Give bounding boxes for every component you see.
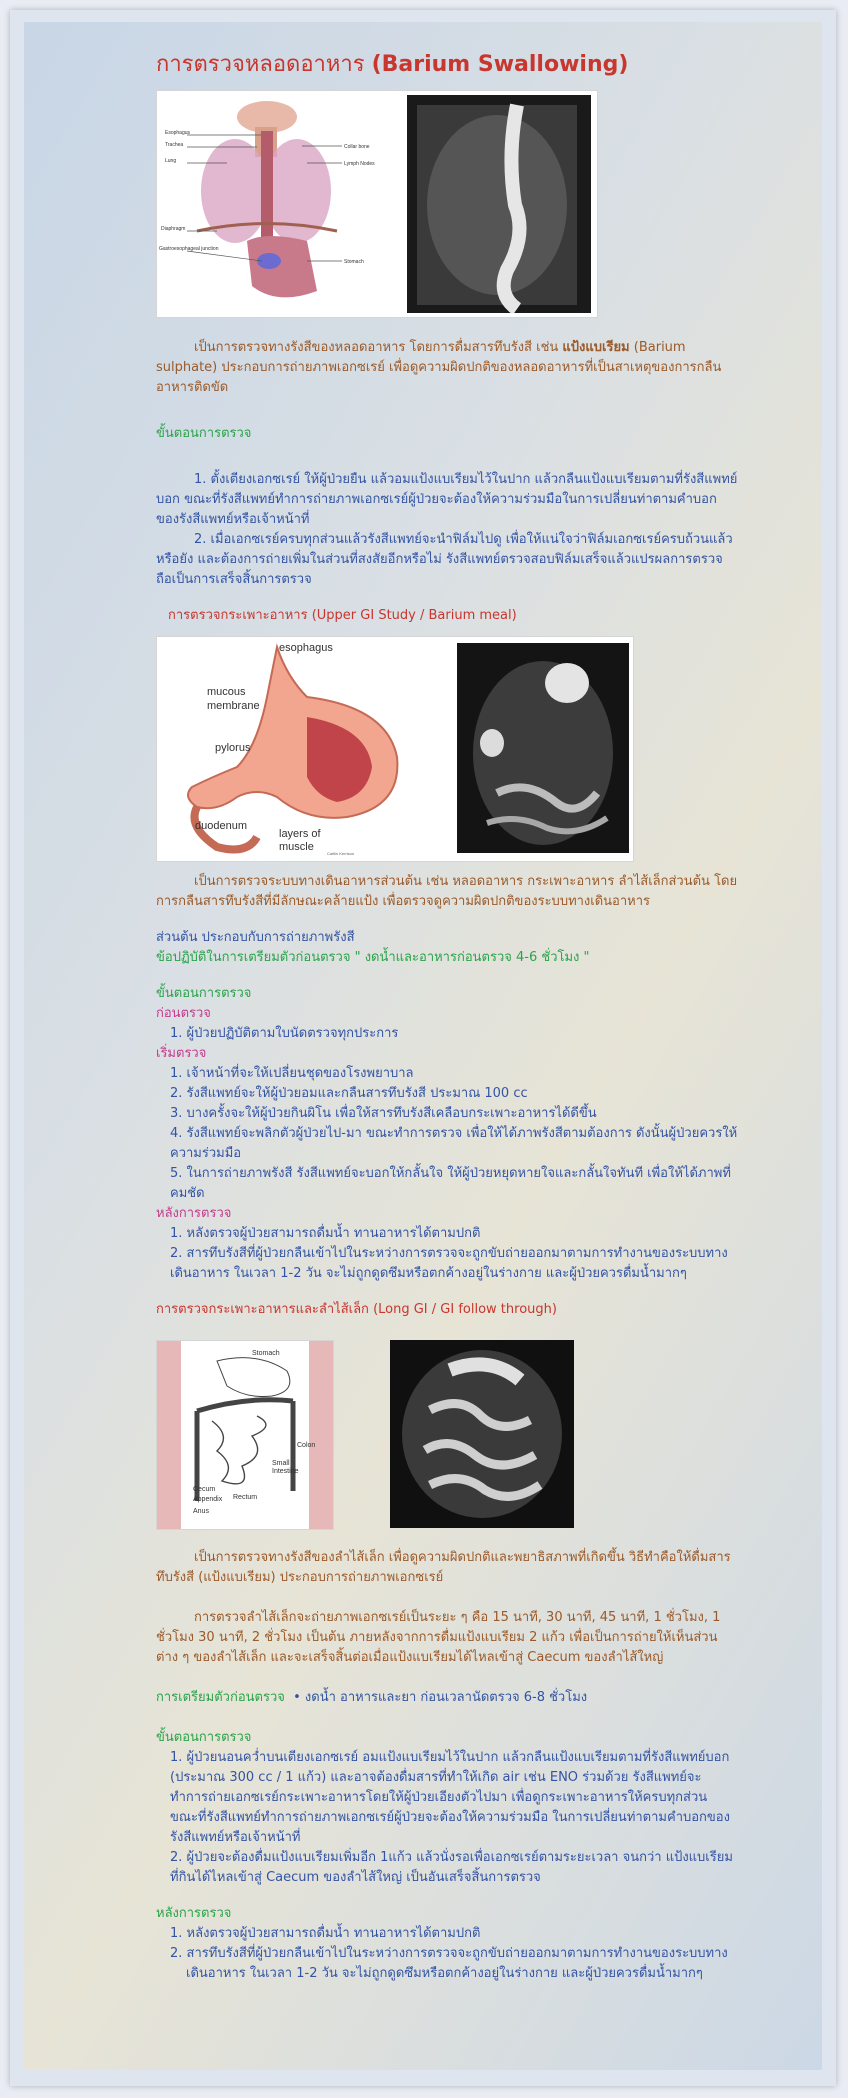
label-colon: Colon <box>297 1442 316 1449</box>
label-anus: Anus <box>193 1508 209 1515</box>
upper-gi-start-item: 5. ในการถ่ายภาพรังสี รังสีแพทย์จะบอกให้กลั้นใจ ให้ผู้ป่วยหยุดหายใจและกลั้นใจทันที เพื่อให้ได้ภาพที่คมชัด <box>170 1166 731 1201</box>
long-gi-heading: การตรวจกระเพาะอาหารและลำไส้เล็ก (Long GI / GI follow through) <box>156 1302 557 1317</box>
label-ge-junction: Gastroesophageal junction <box>159 246 219 252</box>
long-gi-after-item: 1. หลังตรวจผู้ป่วยสามารถดื่มน้ำ ทานอาหารได้ตามปกติ <box>170 1926 481 1941</box>
label-cecum: Cecum <box>193 1486 216 1493</box>
upper-gi-before-item: 1. ผู้ป่วยปฏิบัติตามใบนัดตรวจทุกประการ <box>170 1026 399 1041</box>
long-gi-intro: เป็นการตรวจทางรังสีของลำไส้เล็ก เพื่อดูความผิดปกติและพยาธิสภาพที่เกิดขึ้น วิธีทำคือให้ดื่มสารทึบรังสี (แป้งแบเรียม) ประกอบการถ่ายภาพเอกซเรย์ <box>156 1550 731 1585</box>
long-gi-after-item: 2. สารทึบรังสีที่ผู้ป่วยกลืนเข้าไปในระหว่างการตรวจจะถูกขับถ่ายออกมาตามการทำงานของระบบทางเดินอาหาร ในเวลา 1-2 วัน จะไม่ถูกดูดซึมหรือตกค้างอยู่ในร่างกาย และผู้ป่วยควรดื่มน้ำมากๆ <box>170 1946 728 1981</box>
upper-gi-after-item: 2. สารทึบรังสีที่ผู้ป่วยกลืนเข้าไปในระหว่างการตรวจจะถูกขับถ่ายออกมาตามการทำงานของระบบทางเดินอาหาร ในเวลา 1-2 วัน จะไม่ถูกดูดซึมหรือตกค้างอยู่ในร่างกาย และผู้ป่วยควรดื่มน้ำมากๆ <box>170 1246 728 1281</box>
page-title: การตรวจหลอดอาหาร (Barium Swallowing) <box>156 52 629 77</box>
upper-gi-xray <box>457 643 629 853</box>
article <box>156 50 738 1984</box>
long-gi-after-heading: หลังการตรวจ <box>156 1906 232 1921</box>
label-duodenum: duodenum <box>195 820 247 832</box>
stomach-figure <box>156 636 634 862</box>
upper-gi-start-item: 3. บางครั้งจะให้ผู้ป่วยกินผิโน เพื่อให้สารทึบรังสีเคลือบกระเพาะอาหารได้ดีขึ้น <box>170 1106 597 1121</box>
upper-gi-intro: เป็นการตรวจระบบทางเดินอาหารส่วนต้น เช่น หลอดอาหาร กระเพาะอาหาร ลำไส้เล็กส่วนต้น โดยการกลืนสารทึบรังสีที่มีลักษณะคล้ายแป้ง เพื่อตรวจดูความผิดปกติของระบบทางเดินอาหาร <box>156 874 738 909</box>
illustrator-credit: Caitlin Kerrison <box>327 851 355 856</box>
long-gi-step: 2. ผู้ป่วยจะต้องดื่มแป้งแบเรียมเพิ่มอีก 1แก้ว แล้วนั่งรอเพื่อเอกซเรย์ตามระยะเวลา จนกว่า แป้งแบเรียมที่กินได้ไหลเข้าสู่ Caecum ของลำไส้ใหญ่ เป็นอันเสร็จสิ้นการตรวจ <box>170 1850 733 1885</box>
label-membrane: membrane <box>207 700 260 712</box>
label-layers-of: layers of <box>279 828 321 840</box>
upper-gi-start-item: 1. เจ้าหน้าที่จะให้เปลี่ยนชุดของโรงพยาบาล <box>170 1066 414 1081</box>
small-bowel-xray <box>390 1340 574 1528</box>
upper-gi-before-heading: ก่อนตรวจ <box>156 1006 211 1021</box>
upper-gi-after-item: 1. หลังตรวจผู้ป่วยสามารถดื่มน้ำ ทานอาหารได้ตามปกติ <box>170 1226 481 1241</box>
esophagus-anatomy-illustration <box>157 91 387 317</box>
label-collar-bone: Collar bone <box>344 144 370 150</box>
barium-swallow-xray <box>407 95 591 313</box>
long-gi-steps-heading: ขั้นตอนการตรวจ <box>156 1730 252 1745</box>
intestine-anatomy-illustration <box>156 1340 334 1530</box>
esophagus-step-1: 1. ตั้งเตียงเอกซเรย์ ให้ผู้ป่วยยืน แล้วอมแป้งแบเรียมไว้ในปาก แล้วกลืนแป้งแบเรียมตามที่รังสีแพทย์บอก ขณะที่รังสีแพทย์ทำการถ่ายภาพเอกซเรย์ผู้ป่วยจะต้องให้ความร่วมมือในการเปลี่ยนท่าตามคำบอกของรังสีแพทย์หรือเจ้าหน้าที่ <box>156 472 738 527</box>
long-gi-step: 1. ผู้ป่วยนอนคว่ำบนเตียงเอกซเรย์ อมแป้งแบเรียมไว้ในปาก แล้วกลืนแป้งแบเรียมตามที่รังสีแพทย์บอก (ประมาณ 300 cc / 1 แก้ว) และอาจต้องดื่มสารที่ทำให้เกิด air เช่น ENO ร่วมด้วย รังสีแพทย์จะทำการถ่ายเอกซเรย์กระเพาะอาหารโดยให้ผู้ป่วยเอียงตัวไปมา เพื่อดูกระเพาะอาหารให้ครบทุกส่วน ขณะที่รังสีแพทย์ทำการถ่ายภาพเอกซเรย์ผู้ป่วยจะต้องให้ความร่วมมือ ในการเปลี่ยนท่าตามคำบอกของรังสีแพทย์หรือเจ้าหน้าที่ <box>170 1750 730 1845</box>
label-pylorus: pylorus <box>215 742 251 754</box>
upper-gi-prep: ข้อปฏิบัติในการเตรียมตัวก่อนตรวจ " งดน้ำและอาหารก่อนตรวจ 4-6 ชั่วโมง " <box>156 950 590 965</box>
esophagus-figure <box>156 90 598 318</box>
label-diaphragm: Diaphragm <box>161 226 186 232</box>
esophagus-step-2: 2. เมื่อเอกซเรย์ครบทุกส่วนแล้วรังสีแพทย์จะนำฟิล์มไปดู เพื่อให้แน่ใจว่าฟิล์มเอกซเรย์ครบถ้วนแล้วหรือยัง และต้องการถ่ายเพิ่มในส่วนที่สงสัยอีกหรือไม่ รังสีแพทย์ตรวจสอบฟิล์มเสร็จแล้วแปรผลการตรวจ ถือเป็นการเสร็จสิ้นการตรวจ <box>156 532 733 587</box>
label-appendix: Appendix <box>193 1496 223 1503</box>
label-stomach: Stomach <box>252 1350 280 1357</box>
label-stomach: Stomach <box>344 259 364 265</box>
label-trachea: Trachea <box>165 142 184 148</box>
stomach-anatomy-illustration <box>157 637 447 861</box>
label-esophagus: esophagus <box>279 642 333 654</box>
label-rectum: Rectum <box>233 1494 258 1501</box>
label-lymph-nodes: Lymph Nodes <box>344 161 375 167</box>
upper-gi-after-heading: หลังการตรวจ <box>156 1206 232 1221</box>
upper-gi-start-item: 2. รังสีแพทย์จะให้ผู้ป่วยอมและกลืนสารทึบรังสี ประมาณ 100 cc <box>170 1086 528 1101</box>
upper-gi-steps-heading: ขั้นตอนการตรวจ <box>156 986 252 1001</box>
label-mucous: mucous <box>207 686 246 698</box>
label-intestine: Intestine <box>272 1468 299 1475</box>
esophagus-steps-heading: ขั้นตอนการตรวจ <box>156 426 252 441</box>
upper-gi-heading: การตรวจกระเพาะอาหาร (Upper GI Study / Barium meal) <box>168 608 517 623</box>
upper-gi-start-heading: เริ่มตรวจ <box>156 1046 207 1061</box>
label-esophagus: Esophagus <box>165 130 191 136</box>
upper-gi-start-item: 4. รังสีแพทย์จะพลิกตัวผู้ป่วยไป-มา ขณะทำการตรวจ เพื่อให้ได้ภาพรังสีตามต้องการ ดังนั้นผู้ป่วยควรให้ความร่วมมือ <box>170 1126 738 1161</box>
upper-gi-line: ส่วนต้น ประกอบกับการถ่ายภาพรังสี <box>156 930 355 945</box>
esophagus-intro: เป็นการตรวจทางรังสีของหลอดอาหาร โดยการดื่มสารทึบรังสี เช่น แป้งแบเรียม (Barium sulphate) ประกอบการถ่ายภาพเอกซเรย์ เพื่อดูความผิดปกติของหลอดอาหารที่เป็นสาเหตุของการกลืนอาหารติดขัด <box>156 340 722 395</box>
intestine-figure <box>156 1340 576 1528</box>
label-lung: Lung <box>165 158 177 164</box>
long-gi-prep: การเตรียมตัวก่อนตรวจ • งดน้ำ อาหารและยา ก่อนเวลานัดตรวจ 6-8 ชั่วโมง <box>156 1690 588 1705</box>
label-muscle: muscle <box>279 841 314 853</box>
label-small: Small <box>272 1460 290 1467</box>
long-gi-timing: การตรวจลำไส้เล็กจะถ่ายภาพเอกซเรย์เป็นระยะ ๆ คือ 15 นาที, 30 นาที, 45 นาที, 1 ชั่วโมง, 1 ชั่วโมง 30 นาที, 2 ชั่วโมง เป็นต้น ภายหลังจากการดื่มแป้งแบเรียม 2 แก้ว เพื่อเป็นการถ่ายให้เห็นส่วนต่าง ๆ ของลำไส้เล็ก และจะเสร็จสิ้นต่อเมื่อแป้งแบเรียมได้ไหลเข้าสู่ Caecum ของลำไส้ใหญ่ <box>156 1610 721 1665</box>
